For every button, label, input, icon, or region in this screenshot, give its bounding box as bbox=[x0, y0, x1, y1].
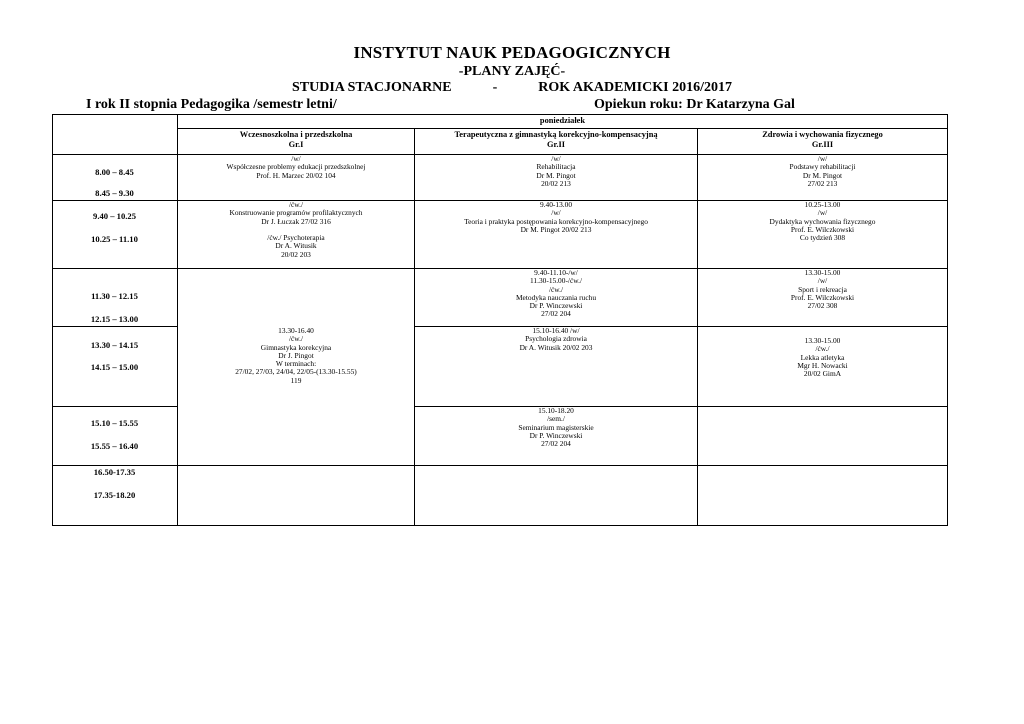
class-cell-g2-r5 bbox=[415, 407, 697, 448]
cell-line: /w/ bbox=[551, 208, 561, 218]
study-mode: STUDIA STACJONARNE bbox=[292, 80, 452, 95]
group-code: Gr.I bbox=[288, 139, 304, 149]
cell-line: 13.30-15.00 bbox=[804, 336, 841, 345]
dash-separator: - bbox=[492, 80, 498, 95]
class-cell-g2-r4 bbox=[415, 327, 697, 352]
cell-line: Seminarium magisterskie bbox=[518, 422, 594, 432]
time-slot: 16.50-17.35 bbox=[93, 467, 136, 477]
group-name: Zdrowia i wychowania fizycznego bbox=[762, 130, 883, 139]
time-slot: 15.55 – 16.40 bbox=[90, 441, 139, 451]
cell-line: /sem./ bbox=[547, 414, 565, 424]
cell-line: Dr M. Pingot bbox=[802, 170, 843, 180]
cell-line: /ćw./ Psychoterapia bbox=[267, 233, 325, 243]
cell-line: Dr J. Pingot bbox=[278, 350, 314, 360]
class-cell-g1-r1 bbox=[178, 155, 414, 180]
cell-line: /w/ bbox=[817, 208, 828, 218]
cell-line: 20/02 203 bbox=[281, 249, 311, 259]
cell-line: Podstawy rehabilitacji bbox=[789, 162, 856, 172]
class-cell-g2-r2 bbox=[415, 201, 697, 234]
cell-line: 13.30-15.00 bbox=[804, 268, 841, 277]
class-cell-g3-r1 bbox=[698, 155, 947, 188]
institute-title: INSTYTUT NAUK PEDAGOGICZNYCH bbox=[353, 43, 671, 62]
cell-line: Mgr H. Nowacki bbox=[797, 360, 848, 370]
cell-line: Dr J. Łuczak 27/02 316 bbox=[261, 216, 331, 226]
time-slot: 10.25 – 11.10 bbox=[91, 234, 138, 244]
time-slot: 14.15 – 15.00 bbox=[90, 362, 139, 372]
cell-line: Dr M. Pingot bbox=[536, 170, 576, 180]
cell-line: /ćw./ bbox=[548, 284, 564, 294]
group-header-2 bbox=[415, 130, 697, 149]
group-name: Terapeutyczna z gimnastyką korekcyjno-kompensacyjną bbox=[454, 130, 658, 139]
cell-line: Rehabilitacja bbox=[536, 162, 576, 172]
cell-line: /ćw./ bbox=[288, 334, 304, 344]
time-slot: 11.30 – 12.15 bbox=[91, 291, 138, 301]
cell-line: 15.10-16.40 /w/ bbox=[532, 326, 580, 335]
plans-title: -PLANY ZAJĘĆ- bbox=[458, 64, 566, 79]
cell-line: 20/02 213 bbox=[541, 178, 571, 188]
cell-line: Dr A. Witusik 20/02 203 bbox=[519, 342, 593, 352]
group-header-3 bbox=[698, 130, 947, 149]
cell-line: Co tydzień 308 bbox=[799, 233, 846, 243]
time-slot: 15.10 – 15.55 bbox=[90, 418, 139, 428]
tutor-label: Opiekun roku: Dr Katarzyna Gal bbox=[594, 97, 795, 112]
academic-year: ROK AKADEMICKI 2016/2017 bbox=[538, 80, 732, 95]
time-slot: 9.40 – 10.25 bbox=[93, 211, 136, 221]
cell-line: Dydaktyka wychowania fizycznego bbox=[769, 216, 876, 226]
time-slot: 12.15 – 13.00 bbox=[90, 314, 139, 324]
cell-line: Dr A. Witusik bbox=[275, 241, 317, 251]
group-name: Wczesnoszkolna i przedszkolna bbox=[239, 130, 353, 139]
cell-line: /ćw./ bbox=[815, 344, 830, 354]
group-code: Gr.III bbox=[811, 139, 834, 149]
class-cell-g3-r4 bbox=[698, 337, 947, 378]
cell-line: Dr P. Winczewski bbox=[529, 301, 583, 311]
time-slot: 8.00 – 8.45 bbox=[95, 167, 134, 177]
cell-line: Metodyka nauczania ruchu bbox=[515, 292, 597, 302]
group-header-1 bbox=[178, 130, 414, 149]
cell-line: /w/ bbox=[817, 154, 828, 163]
group-code: Gr.II bbox=[546, 139, 566, 149]
study-line bbox=[0, 80, 1024, 96]
cell-line: Dr P. Winczewski bbox=[529, 430, 583, 440]
cell-line: Prof. H. Marzec 20/02 104 bbox=[256, 170, 336, 180]
cell-line: /w/ bbox=[551, 154, 561, 163]
day-header: poniedziałek bbox=[539, 116, 586, 125]
cell-line: Współczesne problemy edukacji przedszkolnej bbox=[226, 162, 366, 172]
cell-line: Lekka atletyka bbox=[800, 352, 845, 362]
cell-line: Dr M. Pingot 20/02 213 bbox=[520, 224, 592, 234]
cell-line: 27/02 204 bbox=[541, 309, 571, 319]
time-slot: 13.30 – 14.15 bbox=[90, 340, 139, 350]
class-cell-g2-r1 bbox=[415, 155, 697, 188]
class-cell-g3-r3 bbox=[698, 269, 947, 310]
cell-line: Sport i rekreacja bbox=[798, 284, 847, 294]
cell-line: Psychologia zdrowia bbox=[525, 334, 587, 344]
cell-line: 27/02, 27/03, 24/04, 22/05-(13.30-15.55) bbox=[235, 367, 357, 377]
class-cell-g3-r2 bbox=[698, 201, 947, 242]
cell-line: Gimnastyka korekcyjna bbox=[260, 342, 332, 352]
cell-line: /w/ bbox=[817, 276, 828, 286]
cell-line: 10.25-13.00 bbox=[804, 200, 841, 209]
cell-line: 13.30-16.40 bbox=[278, 326, 314, 335]
program-label: I rok II stopnia Pedagogika /semestr letni/ bbox=[86, 97, 337, 112]
cell-line: 20/02 GimA bbox=[803, 369, 842, 379]
cell-line: 11.30-15.00-/ćw./ bbox=[530, 276, 582, 286]
cell-line: 119 bbox=[290, 375, 302, 385]
time-slot: 8.45 – 9.30 bbox=[95, 188, 134, 198]
class-cell-g1-r4 bbox=[178, 327, 414, 385]
cell-line: Prof. E. Wilczkowski bbox=[790, 224, 855, 234]
cell-line: 27/02 213 bbox=[807, 178, 838, 188]
time-slot: 17.35-18.20 bbox=[93, 490, 136, 500]
cell-line: Prof. E. Wilczkowski bbox=[790, 292, 855, 302]
class-cell-g2-r3 bbox=[415, 269, 697, 319]
cell-line: 9.40-11.10-/w/ bbox=[534, 268, 578, 277]
cell-line: Teoria i praktyka postępowania korekcyjno-kompensacyjnego bbox=[464, 216, 648, 226]
cell-line: /ćw./ bbox=[288, 200, 304, 209]
class-cell-g1-r2 bbox=[178, 201, 414, 259]
cell-line: 27/02 308 bbox=[807, 301, 838, 311]
cell-line: 9.40-13.00 bbox=[539, 200, 573, 209]
cell-line: /w/ bbox=[291, 154, 301, 163]
cell-line: 15.10-18.20 bbox=[538, 406, 574, 415]
cell-line: Konstruowanie programów profilaktycznych bbox=[229, 208, 363, 218]
cell-line: W terminach: bbox=[275, 359, 317, 369]
schedule-table bbox=[52, 114, 948, 526]
cell-line: 27/02 204 bbox=[541, 439, 571, 449]
